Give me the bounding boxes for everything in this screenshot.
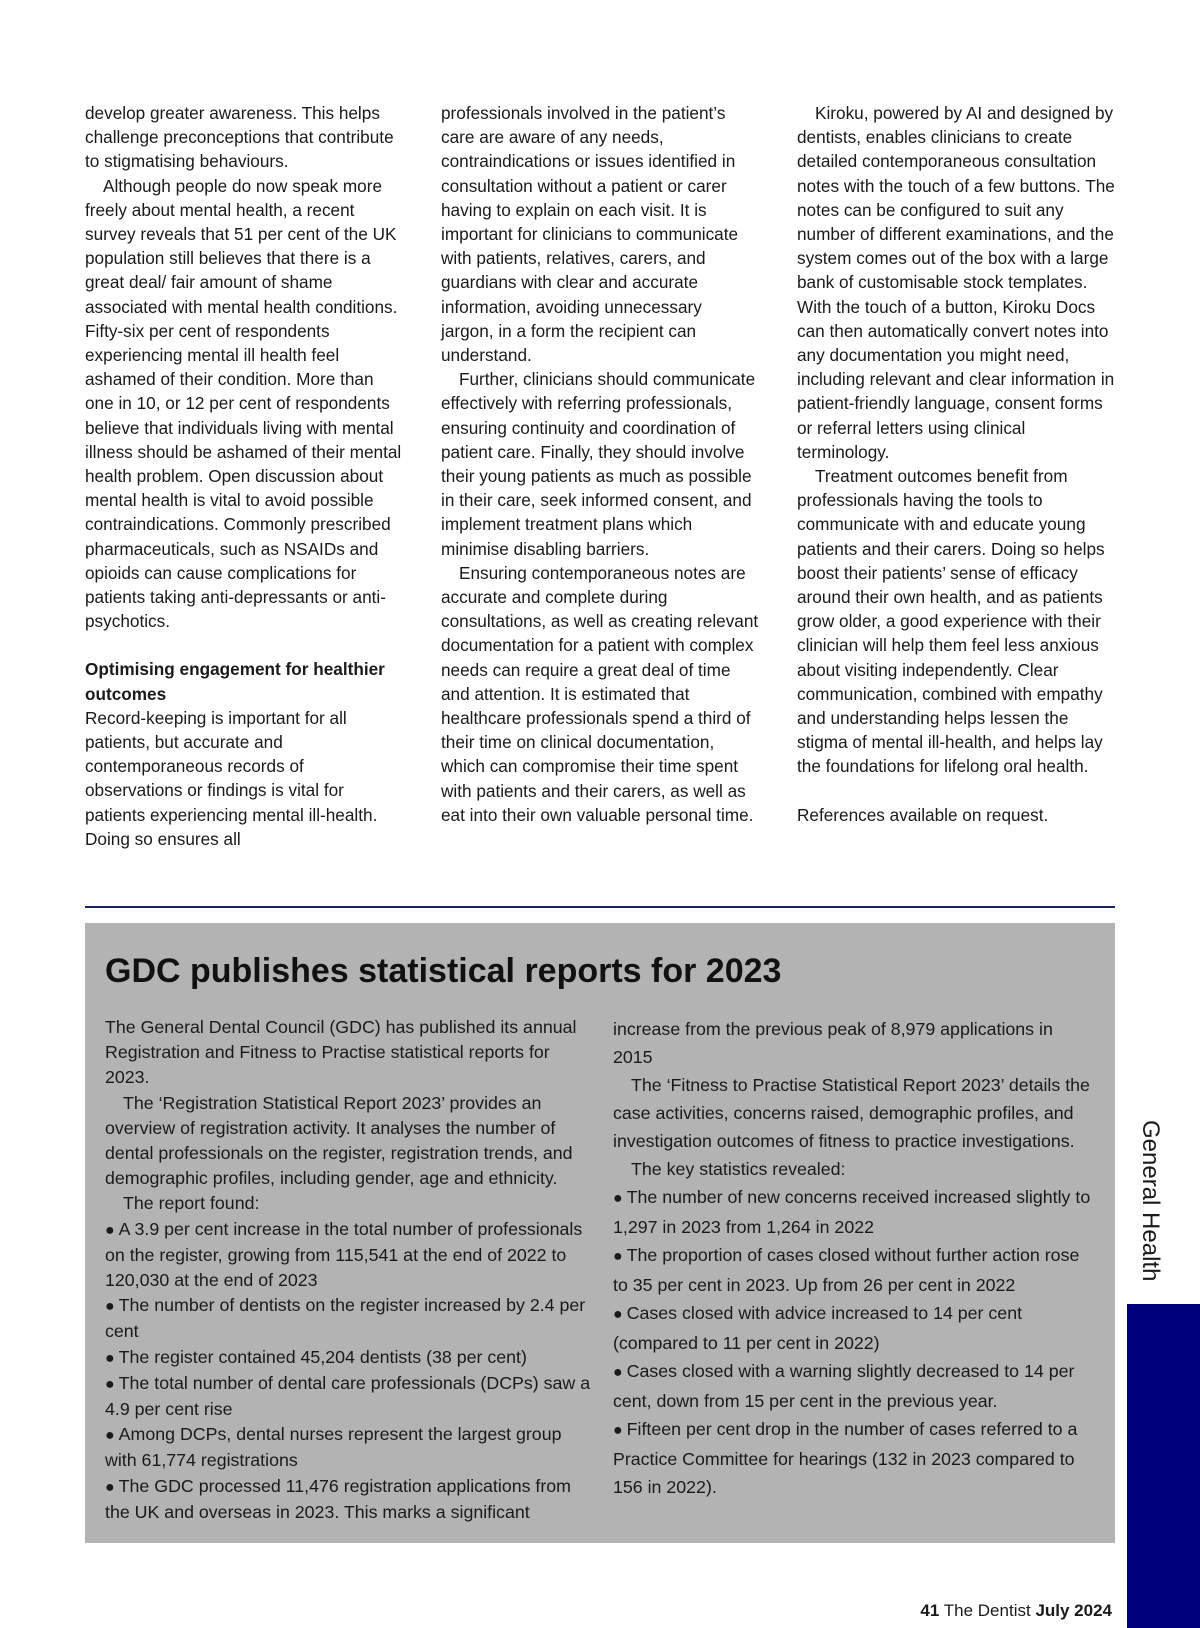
references-note: References available on request. bbox=[797, 804, 1049, 825]
article-column-3 bbox=[797, 101, 1115, 901]
article-paragraph: Although people do now speak more freely about mental health, a recent survey reveals that 51 per cent of the UK population still believes that there is a great deal/ fair amount of shame associated with mental health conditions. Fifty-six per cent of respondents experiencing mental ill health feel ashamed of their condition. More than one in 10, or 12 per cent of respondents believe that individuals living with mental illness should be ashamed of their mental health problem. Open discussion about mental health is vital to avoid possible contraindications. Commonly prescribed pharmaceuticals, such as NSAIDs and opioids can cause complications for patients taking anti-depressants or anti-psychotics. bbox=[85, 175, 402, 632]
bullet-item: ● Fifteen per cent drop in the number of cases referred to a Practice Committee for hearings (132 in 2023 compared to 156 in 2022). bbox=[613, 1415, 1095, 1501]
section-divider bbox=[85, 906, 1115, 908]
bullet-item: ● Among DCPs, dental nurses represent the largest group with 61,774 registrations bbox=[105, 1422, 593, 1473]
bullet-item: ● The number of dentists on the register increased by 2.4 per cent bbox=[105, 1293, 593, 1344]
news-paragraph: The ‘Fitness to Practise Statistical Report 2023’ details the case activities, concerns raised, demographic profiles, and investigation outcomes of fitness to practice investigations. bbox=[613, 1075, 1090, 1151]
bullet-item: ● The proportion of cases closed without further action rose to 35 per cent in 2023. Up from 26 per cent in 2022 bbox=[613, 1241, 1095, 1299]
news-title: GDC publishes statistical reports for 2023 bbox=[105, 952, 782, 990]
section-tab-label: General Health bbox=[1137, 1120, 1164, 1282]
article-paragraph: professionals involved in the patient’s care are aware of any needs, contraindications or issues identified in consultation without a patient or carer having to explain on each visit. It is important for clinicians to communicate with patients, relatives, carers, and guardians with clear and accurate information, avoiding unnecessary jargon, in a form the recipient can understand. bbox=[441, 103, 739, 366]
section-tab-block bbox=[1127, 1304, 1200, 1628]
bullet-item: ● The total number of dental care professionals (DCPs) saw a 4.9 per cent rise bbox=[105, 1371, 593, 1422]
issue-date: July 2024 bbox=[1035, 1601, 1112, 1620]
article-paragraph: Further, clinicians should communicate effectively with referring professionals, ensuring continuity and coordination of patient care. Finally, they should involve their young patients as much as possible in their care, seek informed consent, and implement treatment plans which minimise disabling barriers. bbox=[441, 369, 756, 559]
news-paragraph: The report found: bbox=[123, 1193, 260, 1214]
article-subheading: Optimising engagement for healthier outcomes bbox=[85, 659, 385, 704]
article-paragraph: Treatment outcomes benefit from professionals having the tools to communicate with and educate young patients and their carers. Doing so helps boost their patients’ sense of efficacy around their own health, and as patients grow older, a good experience with their clinician will help them feel less anxious about visiting independently. Clear communication, combined with empathy and understanding helps lessen the stigma of mental ill-health, and helps lay the foundations for lifelong oral health. bbox=[797, 466, 1105, 777]
publication-name: The Dentist bbox=[943, 1601, 1031, 1620]
bullet-item: ● The register contained 45,204 dentists (38 per cent) bbox=[105, 1345, 593, 1371]
article-column-1 bbox=[85, 101, 403, 901]
article-paragraph: Record-keeping is important for all patients, but accurate and contemporaneous records of observations or findings is vital for patients experiencing mental ill-health. Doing so ensures all bbox=[85, 707, 378, 849]
bullet-item: ● A 3.9 per cent increase in the total number of professionals on the register, growing from 115,541 at the end of 2022 to 120,030 at the end of 2023 bbox=[105, 1217, 593, 1294]
bullet-item: ● Cases closed with advice increased to 14 per cent (compared to 11 per cent in 2022) bbox=[613, 1299, 1095, 1357]
news-paragraph: The ‘Registration Statistical Report 2023’ provides an overview of registration activity. It analyses the number of dental professionals on the register, registration trends, and demographic profiles, including gender, age and ethnicity. bbox=[105, 1092, 573, 1189]
news-paragraph: The General Dental Council (GDC) has published its annual Registration and Fitness to Practise statistical reports for 2023. bbox=[105, 1017, 577, 1088]
news-column-left bbox=[105, 1015, 593, 1525]
news-box bbox=[85, 923, 1115, 1543]
article-columns bbox=[85, 101, 1115, 901]
news-paragraph: increase from the previous peak of 8,979 applications in 2015 bbox=[613, 1019, 1053, 1067]
bullet-item: ● The number of new concerns received increased slightly to 1,297 in 2023 from 1,264 in 2022 bbox=[613, 1183, 1095, 1241]
news-paragraph: The key statistics revealed: bbox=[631, 1159, 846, 1179]
page-number: 41 bbox=[920, 1601, 940, 1620]
article-paragraph: develop greater awareness. This helps challenge preconceptions that contribute to stigmatising behaviours. bbox=[85, 103, 394, 172]
bullet-item: ● Cases closed with a warning slightly decreased to 14 per cent, down from 15 per cent in the previous year. bbox=[613, 1357, 1095, 1415]
article-paragraph: Ensuring contemporaneous notes are accurate and complete during consultations, as well as creating relevant documentation for a patient with complex needs can require a great deal of time and attention. It is estimated that healthcare professionals spend a third of their time on clinical documentation, which can compromise their time spent with patients and their carers, as well as eat into their own valuable personal time. bbox=[441, 562, 759, 825]
bullet-item: ● The GDC processed 11,476 registration applications from the UK and overseas in 2023. This marks a significant bbox=[105, 1474, 593, 1525]
page-footer bbox=[920, 1599, 1112, 1623]
news-column-right bbox=[613, 1015, 1095, 1525]
news-columns bbox=[105, 1015, 1095, 1525]
article-column-2 bbox=[441, 101, 759, 901]
article-paragraph: Kiroku, powered by AI and designed by dentists, enables clinicians to create detailed contemporaneous consultation notes with the touch of a few buttons. The notes can be configured to suit any number of different examinations, and the system comes out of the box with a large bank of customisable stock templates. With the touch of a button, Kiroku Docs can then automatically convert notes into any documentation you might need, including relevant and clear information in patient-friendly language, consent forms or referral letters using clinical terminology. bbox=[797, 103, 1115, 462]
